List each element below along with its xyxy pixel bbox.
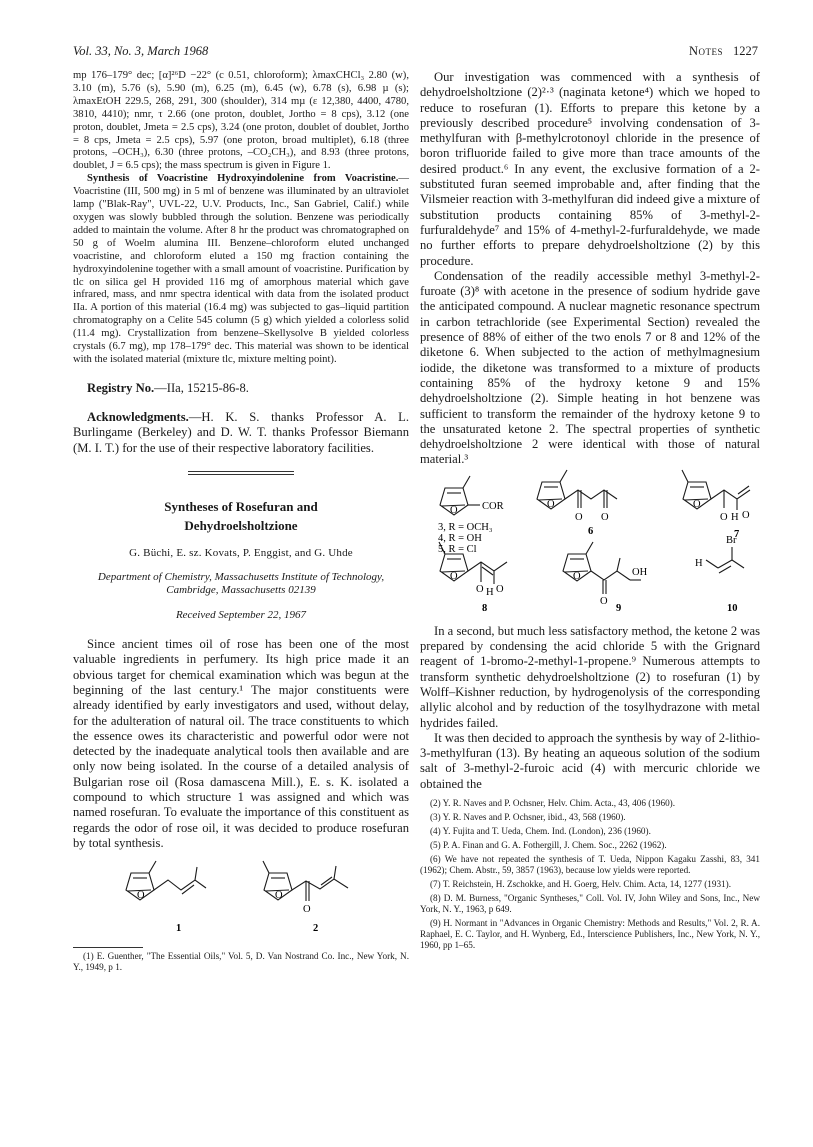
s3-cor: COR: [482, 500, 504, 512]
affiliation-line-2: Cambridge, Massachusetts 02139: [166, 584, 316, 597]
registry-label: Registry No.: [87, 380, 155, 395]
authors: G. Büchi, E. sz. Kovats, P. Enggist, and G. Uhde: [129, 547, 353, 560]
para-condensation: Condensation of the readily accessible methyl 3-methyl-2-furoate (3)⁸ with acetone in the presence of sodium hydride gave the anticipated compound. A nuclear magnetic resonance spectrum in carbon tetrachloride (see Experimental Section) revealed the presence of 88% of either of the two enols 7 or 8 and 12% of the diketone 6. When subjected to the action of methylmagnesium iodide, the diketone was transformed to a mixture of products containing 85% of the hydroxy ketone 9 and 15% dehydroelsholtzione (2). Simple heating in hot benzene was sufficient to transform the remainder of the hydroxy ketone 9 to the unsaturated ketone 2. The spectral properties of synthetic dehydroelsholtzione 2 were identical with those of natural material.³: [420, 268, 760, 467]
para-second-method: In a second, but much less satisfactory method, the ketone 2 was prepared by condensing the acid chloride 5 with the Grignard reagent of 1-bromo-2-methyl-1-propene.⁹ Numerous attempts to transform synthetic dehydroelsholtzione (2) to rosefuran (1) by Wolff–Kishner reduction, by hydrogenolysis of the corresponding allylic alcohol and by reduction of the tosylhydrazone with metal hydrides failed.: [420, 623, 760, 730]
received-date: Received September 22, 1967: [175, 609, 307, 622]
structures-3-10: [420, 468, 760, 624]
s9-o: O: [600, 595, 608, 607]
affiliation-line-1: Department of Chemistry, Massachusetts Institute of Technology,: [97, 571, 385, 584]
s7-h: H: [731, 511, 739, 523]
s8-h: H: [486, 586, 494, 598]
registry-paragraph: [73, 381, 409, 396]
footnote-8: (8) D. M. Burness, "Organic Syntheses," Coll. Vol. IV, John Wiley and Sons, Inc., New York, N. Y., 1963, p 649.: [420, 892, 760, 914]
footnote-5: (5) P. A. Finan and G. A. Fothergill, J. Chem. Soc., 2262 (1962).: [430, 839, 667, 850]
spectrum-paragraph: mp 176–179° dec; [α]²⁶D −22° (c 0.51, chloroform); λmaxCHCl₃ 2.80 (w), 3.10 (m), 5.76 (s), 5.90 (m), 6.25 (m), 6.45 (w), 6.78 (s), 6.98 µ (s); λmaxEtOH 229.5, 268, 291, 300 (shoulder), 314 mµ (ε 12,380, 4400, 4780, 3810, 4410); nmr, τ 2.66 (one proton, doublet, Jortho = 8 cps), 3.12 (one proton, doublet, Jmeta = 2.5 cps), 3.24 (one proton, doublet of doublet, Jortho = 8 cps, Jmeta = 2.5 cps), 5.97 (one proton, broad multiplet), 6.18 (three protons, –OCH₃), 6.30 (three protons, –CO₂CH₃), and 8.93 (three protons, doublet, J = 6.5 cps); the mass spectrum is given in Figure 1.: [73, 70, 409, 172]
s7-label: 7: [734, 528, 740, 540]
para-lithio: It was then decided to approach the synthesis by way of 2-lithio-3-methylfuran (13). By heating an aqueous solution of the sodium salt of 3-methyl-2-furoic acid (4) with mercuric chloride we obtained the: [420, 730, 760, 791]
s7-o2: O: [742, 509, 750, 521]
structures-1-2: [73, 851, 409, 939]
section-name: Notes: [688, 44, 723, 58]
structure-1-methyl: [149, 861, 156, 873]
acknowledgments-paragraph: [73, 410, 409, 456]
affiliation: [73, 571, 409, 597]
synthesis-paragraph: [73, 173, 409, 367]
s8-ring-o: O: [450, 570, 458, 582]
s9-label: 9: [616, 602, 622, 614]
s3-o: O: [450, 504, 458, 516]
structure-2-chain: [292, 879, 348, 890]
s7-o1: O: [720, 511, 728, 523]
structure-1-label: 1: [176, 923, 182, 935]
running-head-right: [689, 44, 758, 59]
s6-o2: O: [601, 511, 609, 523]
s5-label: 5, R = Cl: [438, 543, 477, 555]
s9-oh: OH: [632, 566, 648, 578]
article-title: [73, 497, 409, 535]
article-separator: [188, 471, 294, 475]
footnotes-right: [420, 798, 760, 951]
footnote-rule: [73, 947, 143, 948]
footnote-1: (1) E. Guenther, "The Essential Oils," Vol. 5, D. Van Nostrand Co. Inc., New York, N. Y., 1949, p 1.: [73, 951, 409, 973]
s6-label: 6: [588, 525, 594, 537]
s7-ring-o: O: [693, 498, 701, 510]
title-line-2: Dehydroelsholtzione: [184, 518, 298, 534]
page-number: 1227: [733, 44, 758, 58]
footnote-6: (6) We have not repeated the synthesis of T. Ueda, Nippon Kagaku Zasshi, 83, 341 (1962); Chem. Abstr., 59, 3857 (1963), because low yields were reported.: [420, 853, 760, 875]
ack-label: Acknowledgments.: [87, 410, 189, 425]
rosefuran-structures-svg: [73, 851, 409, 939]
structure-1-chain: [154, 880, 206, 890]
footnote-9: (9) H. Normant in "Advances in Organic Chemistry: Methods and Results," Vol. 2, R. A. Raphael, E. C. Taylor, and H. Wynberg, Ed., Interscience Publishers, Inc., New York, N. Y., 1960, pp 1–65.: [420, 917, 760, 950]
s10-label: 10: [727, 602, 738, 614]
s8-o2: O: [496, 583, 504, 595]
footnote-7: (7) T. Reichstein, H. Zschokke, and H. Goerg, Helv. Chim. Acta, 14, 1277 (1931).: [430, 878, 732, 889]
para-investigation: Our investigation was commenced with a synthesis of dehydroelsholtzione (2)²·³ (naginata ketone⁴) which we hoped to reduce to rosefuran (1). Efforts to prepare this ketone by a previously described procedure⁵ involving condensation of 3-methylfuran with β-methylcrotonoyl chloride in the presence of boron trifluoride failed to give more than trace amounts of the desired product.⁶ In any event, the exclusive formation of a 2-substituted furan seemed improbable and, after finding that the Vilsmeier reaction with 3-methylfuran did indeed give a mixture of substitution products containing 85% of 3-methyl-2-furfuraldehyde⁷ and 15% of 4-methyl-2-furfuraldehyde, we made no further efforts to prepare dehydroelsholtzione (2) by this procedure.: [420, 70, 760, 268]
s6-o1: O: [575, 511, 583, 523]
synthesis-heading: Synthesis of Voacristine Hydroxyindolenine from Voacristine.: [87, 173, 399, 185]
s10-br: Br: [726, 534, 737, 546]
structure-1-oxygen: O: [137, 890, 145, 902]
footnote-2: (2) Y. R. Naves and P. Ochsner, Helv. Chim. Acta., 43, 406 (1960).: [430, 797, 676, 808]
registry-text: —IIa, 15215-86-8.: [154, 380, 249, 395]
structure-2-methyl: [263, 861, 269, 873]
left-column: [73, 70, 409, 973]
title-line-1: Syntheses of Rosefuran and: [164, 499, 318, 515]
s8-label: 8: [482, 602, 488, 614]
s3-label: 3, R = OCH₃: [438, 521, 493, 533]
s8-o1: O: [476, 583, 484, 595]
right-column: [420, 70, 760, 951]
s9-ring-o: O: [573, 570, 581, 582]
s10-h: H: [695, 557, 703, 569]
running-head-journal: Vol. 33, No. 3, March 1968: [73, 44, 209, 58]
structure-2-label: 2: [313, 923, 319, 935]
footnote-4: (4) Y. Fujita and T. Ueda, Chem. Ind. (London), 236 (1960).: [430, 825, 651, 836]
ack-text: —H. K. S. thanks Professor A. L. Burlingame (Berkeley) and D. W. T. thanks Professor Biemann (M. I. T.) for the use of their respective laboratory facilities.: [73, 410, 409, 455]
structure-2-oxygen: O: [275, 890, 283, 902]
s4-label: 4, R = OH: [438, 532, 482, 544]
intro-paragraph: Since ancient times oil of rose has been one of the most valuable ingredients in perfumery. Its high price made it an obvious target for chemical examination which was begun at the beginning of the last century.¹ The major constituents were already identified by early investigators and used, without delay, for the adulteration of natural oil. The trace constituents to which the essence owes its characteristic and powerful odor were not detected by the inadequate analytical tools then available and are only now being isolated. In the course of a detailed analysis of Bulgarian rose oil (Rosa damascena Mill.), E. s. K. isolated a compound to which structure 1 was assigned and which was named rosefuran. To evaluate the importance of this constituent as regards the odor of rose oil, it was decided to produce rosefuran by total synthesis.: [73, 637, 409, 850]
structures-3-10-svg: [420, 468, 760, 624]
synthesis-text: —Voacristine (III, 500 mg) in 5 ml of benzene was illuminated by an ultraviolet lamp ("Blak-Ray", UVL-22, U.V. Products, Inc., San Gabriel, Calif.) while oxygen was slowly bubbled through the solution. Benzene was periodically added to maintain the volume. After 8 hr the product was chromatographed on 50 g of Woelm alumina III. Benzene–chloroform eluted unchanged voacristine, and chloroform eluted a 150 mg fraction containing the hydroxyindolenine together with a small amount of voacristine. Purification by tlc on silica gel H provided 116 mg of amorphous material which gave infrared, mass, and nmr spectra identical with data from the isolated product IIa. A portion of this material (16.4 mg) was subjected to gas–liquid partition chromatography on a Celite 545 column (5 g) which yielded a colorless solid (11.4 mg). Crystallization from benzene–Skellysolve B yielded colorless crystals (6.7 mg), mp 178–179° dec. This material was shown to be identical with the isolated material (mixture tlc, mixture melting point).: [73, 173, 409, 365]
structure-2-carbonyl-o: O: [303, 904, 311, 916]
s6-ring-o: O: [547, 498, 555, 510]
footnote-3: (3) Y. R. Naves and P. Ochsner, ibid., 43, 568 (1960).: [430, 811, 626, 822]
